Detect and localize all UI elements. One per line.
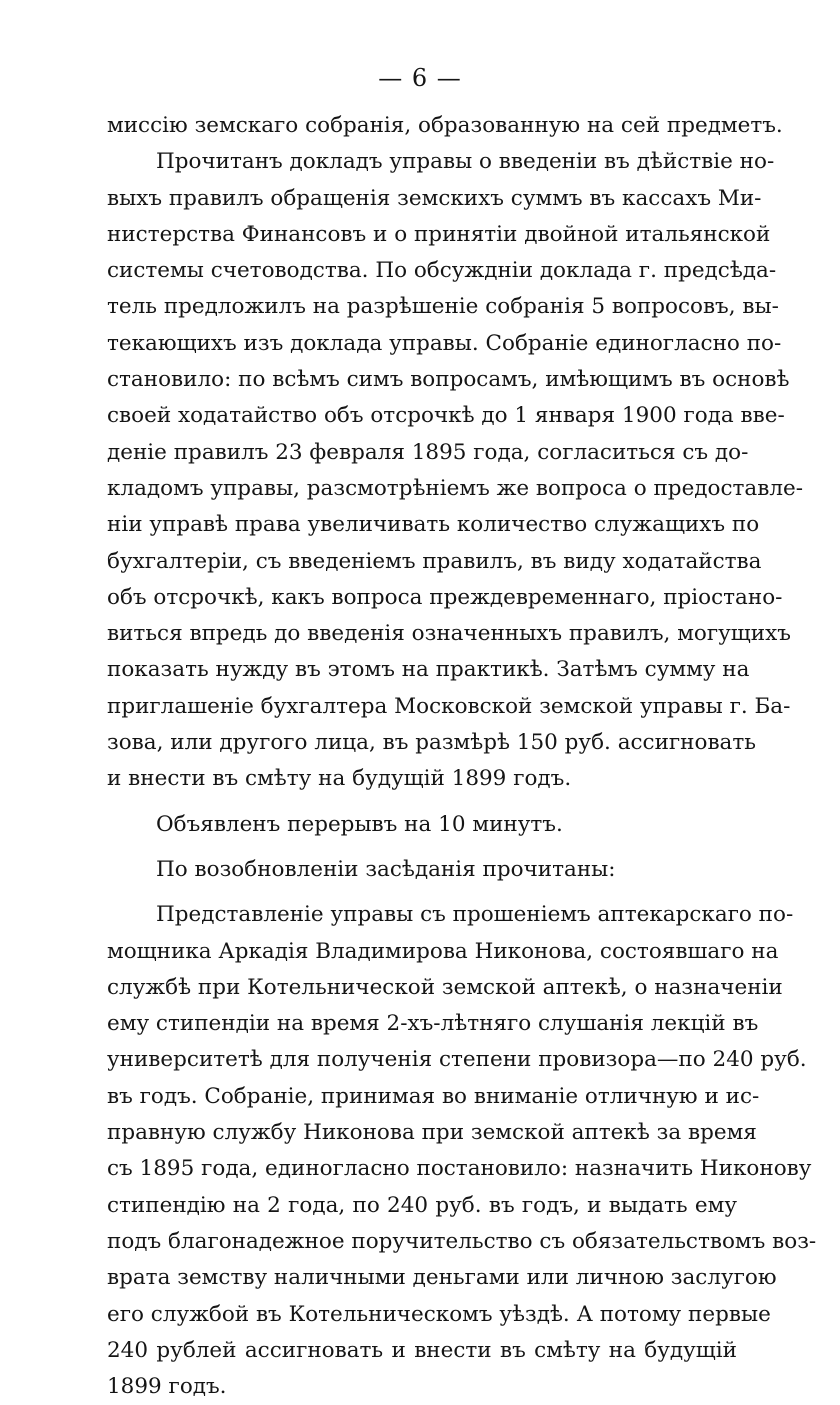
text-line: кладомъ управы, разсмотрѣніемъ же вопроса о предоставле- — [107, 475, 803, 501]
text-line: системы счетоводства. По обсуждніи доклада г. предсѣда- — [107, 258, 777, 284]
text-line: Прочитанъ докладъ управы о введеніи въ дѣйствіе но- — [156, 149, 775, 175]
text-line: университетѣ для полученія степени провизора—по 240 руб. — [107, 1047, 807, 1073]
text-line: съ 1895 года, единогласно постановило: назначить Никонову — [107, 1156, 812, 1182]
text-line: Объявленъ перерывъ на 10 минутъ. — [156, 811, 563, 837]
text-line: зова, или другого лица, въ размѣрѣ 150 руб. ассигновать — [107, 730, 756, 756]
text-line: миссію земскаго собранія, образованную на сей предметъ. — [107, 113, 783, 138]
text-line: деніе правилъ 23 февраля 1895 года, согласиться съ до- — [107, 439, 749, 465]
text-line: текающихъ изъ доклада управы. Собраніе единогласно по- — [107, 330, 782, 356]
text-line: виться впредь до введенія означенныхъ правилъ, могущихъ — [107, 621, 791, 647]
text-line: становило: по всѣмъ симъ вопросамъ, имѣющимъ въ основѣ — [107, 367, 790, 393]
text-line: подъ благонадежное поручительство съ обязательствомъ воз- — [107, 1228, 817, 1254]
text-line: ніи управѣ права увеличивать количество служащихъ по — [107, 512, 760, 538]
text-line: 1899 годъ. — [107, 1374, 227, 1400]
text-line: стипендію на 2 года, по 240 руб. въ годъ, и выдать ему — [107, 1192, 737, 1218]
text-line: мощника Аркадія Владимирова Никонова, состоявшаго на — [107, 938, 779, 964]
text-line: и внести въ смѣту на будущій 1899 годъ. — [107, 766, 572, 792]
text-line: тель предложилъ на разрѣшеніе собранія 5 вопросовъ, вы- — [107, 294, 779, 320]
text-line: въ годъ. Собраніе, принимая во вниманіе отличную и ис- — [107, 1083, 760, 1109]
text-line: бухгалтеріи, съ введеніемъ правилъ, въ виду ходатайства — [107, 548, 762, 574]
text-line: его службой въ Котельническомъ уѣздѣ. А потому первые — [107, 1301, 771, 1327]
text-line: врата земству наличными деньгами или личною заслугою — [107, 1265, 777, 1291]
text-line: нистерства Финансовъ и о принятіи двойной итальянской — [107, 221, 771, 247]
text-line: выхъ правилъ обращенія земскихъ суммъ въ кассахъ Ми- — [107, 185, 762, 211]
page-number: — 6 — — [378, 64, 462, 92]
text-line: показать нужду въ этомъ на практикѣ. Затѣмъ сумму на — [107, 657, 750, 683]
text-line: службѣ при Котельнической земской аптекѣ, о назначеніи — [107, 974, 783, 1000]
text-line: По возобновленіи засѣданія прочитаны: — [156, 856, 616, 882]
text-line: Представленіе управы съ прошеніемъ аптекарскаго по- — [156, 902, 794, 928]
text-line: приглашеніе бухгалтера Московской земской управы г. Ба- — [107, 693, 791, 719]
text-line: своей ходатайство объ отсрочкѣ до 1 января 1900 года вве- — [107, 403, 785, 429]
body-text — [107, 108, 817, 1405]
text-line: объ отсрочкѣ, какъ вопроса преждевременнаго, пріостано- — [107, 584, 783, 610]
text-line: 240 рублей ассигновать и внести въ смѣту на будущій — [107, 1337, 737, 1363]
text-line: ему стипендіи на время 2-хъ-лѣтняго слушанія лекцій въ — [107, 1011, 759, 1037]
text-line: правную службу Никонова при земской аптекѣ за время — [107, 1120, 757, 1146]
